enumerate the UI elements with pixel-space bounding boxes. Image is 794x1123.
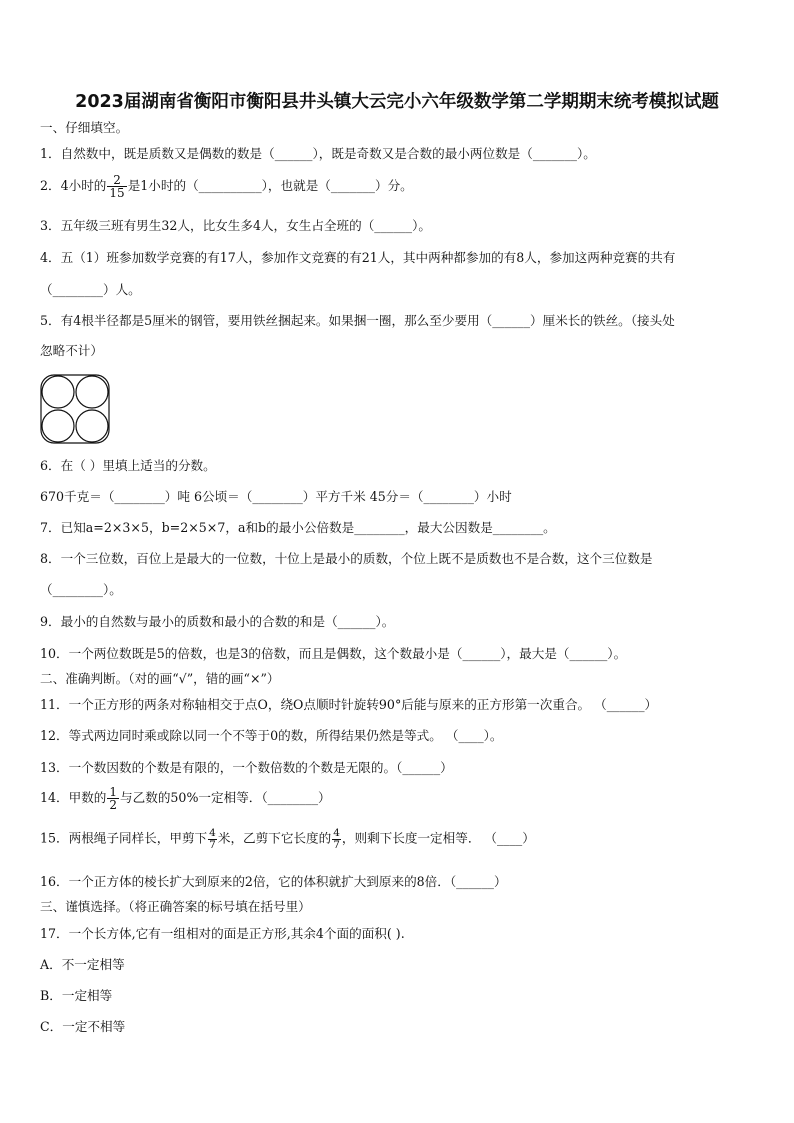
fraction-denominator: 7 bbox=[209, 838, 216, 851]
option-c: C．一定不相等 bbox=[40, 1019, 126, 1034]
question-1: 1．自然数中，既是质数又是偶数的数是（______），既是奇数又是合数的最小两位数是（_______）。 bbox=[40, 146, 596, 161]
question-6-line-1: 6．在（ ）里填上适当的分数。 bbox=[40, 458, 216, 473]
question-16: 16．一个正方体的棱长扩大到原来的2倍，它的体积就扩大到原来的8倍．（______） bbox=[40, 874, 507, 889]
question-11: 11．一个正方形的两条对称轴相交于点O，绕O点顺时针旋转90°后能与原来的正方形第一次重合。 （______） bbox=[40, 697, 658, 712]
question-9: 9．最小的自然数与最小的质数和最小的合数的和是（______）。 bbox=[40, 614, 395, 629]
question-10: 10．一个两位数既是5的倍数，也是3的倍数，而且是偶数，这个数最小是（______），最大是（______）。 bbox=[40, 646, 627, 661]
section-heading-true-false: 二、准确判断。（对的画“√”，错的画“×”） bbox=[40, 671, 280, 686]
pipe-circle bbox=[42, 376, 74, 408]
option-b: B．一定相等 bbox=[40, 988, 113, 1003]
pipe-circle bbox=[76, 376, 108, 408]
question-6-line-2: 670千克＝（________）吨 6公顷＝（________）平方千米 45分＝（________）小时 bbox=[40, 489, 512, 504]
question-14-suffix: 与乙数的50%一定相等．（________） bbox=[120, 790, 331, 805]
question-7: 7．已知a=2×3×5，b=2×5×7，a和b的最小公倍数是________，最大公因数是________。 bbox=[40, 520, 556, 535]
pipe-circle bbox=[76, 410, 108, 442]
question-2 bbox=[40, 174, 413, 199]
question-2-suffix: 是1小时的（__________），也就是（_______）分。 bbox=[127, 178, 413, 193]
section-heading-multiple-choice: 三、谨慎选择。（将正确答案的标号填在括号里） bbox=[40, 899, 311, 914]
question-15-suffix: ，则剩下长度一定相等． （____） bbox=[341, 830, 535, 846]
fraction-two-fifteenths bbox=[107, 174, 126, 199]
question-13: 13．一个数因数的个数是有限的，一个数倍数的个数是无限的。（______） bbox=[40, 760, 453, 775]
fraction-numerator: 4 bbox=[209, 827, 216, 839]
option-a: A．不一定相等 bbox=[40, 957, 125, 972]
fraction-four-sevenths-meters bbox=[208, 828, 217, 850]
four-pipes-diagram bbox=[40, 374, 110, 444]
question-5-line-1: 5．有4根半径都是5厘米的钢管，要用铁丝捆起来。如果捆一圈，那么至少要用（______）厘米长的铁丝。（接头处 bbox=[40, 313, 675, 328]
question-4-line-1: 4．五（1）班参加数学竞赛的有17人，参加作文竞赛的有21人，其中两种都参加的有8人，参加这两种竞赛的共有 bbox=[40, 250, 676, 265]
question-5-line-2: 忽略不计） bbox=[40, 343, 103, 358]
question-15 bbox=[40, 828, 535, 850]
question-4-line-2: （________）人。 bbox=[40, 282, 141, 297]
fraction-numerator: 1 bbox=[109, 785, 118, 799]
fraction-denominator: 15 bbox=[109, 186, 125, 200]
wire-outline bbox=[41, 375, 109, 443]
fraction-denominator: 2 bbox=[109, 798, 118, 812]
question-2-prefix: 2．4小时的 bbox=[40, 178, 107, 193]
page-title: 2023届湖南省衡阳市衡阳县井头镇大云完小六年级数学第二学期期末统考模拟试题 bbox=[75, 92, 719, 112]
question-17: 17．一个长方体,它有一组相对的面是正方形,其余4个面的面积( ). bbox=[40, 926, 405, 941]
fraction-numerator: 4 bbox=[333, 827, 340, 839]
fraction-denominator: 7 bbox=[333, 838, 340, 851]
question-12: 12．等式两边同时乘或除以同一个不等于0的数，所得结果仍然是等式。 （____）。 bbox=[40, 728, 503, 743]
fraction-four-sevenths-length bbox=[332, 828, 341, 850]
question-8-line-1: 8．一个三位数，百位上是最大的一位数，十位上是最小的质数，个位上既不是质数也不是合数，这个三位数是 bbox=[40, 551, 653, 566]
question-14-prefix: 14．甲数的 bbox=[40, 790, 107, 805]
question-8-line-2: （________）。 bbox=[40, 582, 122, 597]
fraction-numerator: 2 bbox=[107, 174, 126, 187]
pipe-circle bbox=[42, 410, 74, 442]
question-3: 3．五年级三班有男生32人，比女生多4人，女生占全班的（______）。 bbox=[40, 218, 431, 233]
fraction-one-half bbox=[107, 786, 119, 811]
question-14 bbox=[40, 786, 331, 811]
section-heading-fill-blank: 一、仔细填空。 bbox=[40, 120, 129, 135]
question-15-middle: 米，乙剪下它长度的 bbox=[217, 830, 332, 846]
question-15-prefix: 15．两根绳子同样长，甲剪下 bbox=[40, 830, 208, 846]
